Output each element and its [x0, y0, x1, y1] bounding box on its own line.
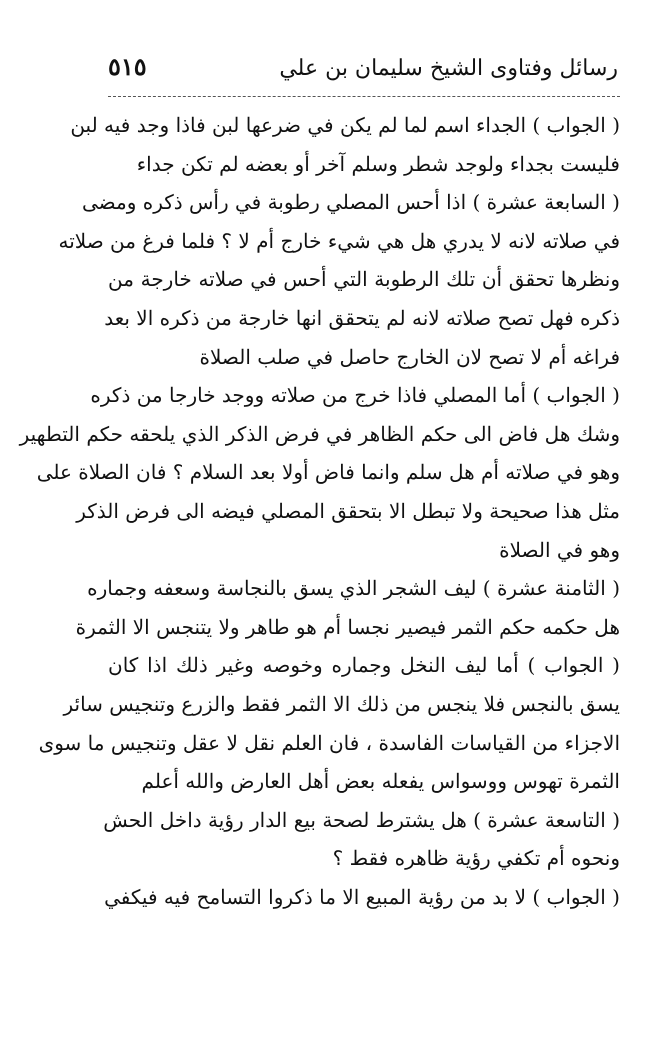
text-line: وهو في صلاته أم هل سلم وانما فاض أولا بعد السلام ؟ فان الصلاة على: [36, 460, 620, 485]
text-line: في صلاته لانه لا يدري هل هي شيء خارج أم لا ؟ فلما فرغ من صلاته: [58, 228, 620, 253]
text-line: ( الجواب ) الجداء اسم لما لم يكن في ضرعها لبن فاذا وجد فيه لبن: [70, 113, 620, 137]
text-line: ( الجواب ) لا بد من رؤية المبيع الا ما ذكروا التسامح فيه فيكفي: [104, 884, 620, 909]
page-header: [108, 52, 618, 96]
page-number: ٥١٥: [108, 52, 147, 81]
text-line: ( الجواب ) أما المصلي فاذا خرج من صلاته ووجد خارجا من ذكره: [90, 383, 620, 408]
text-line: ( السابعة عشرة ) اذا أحس المصلي رطوبة في رأس ذكره ومضى: [81, 190, 620, 215]
header-rule: [108, 96, 620, 97]
text-line: وهو في الصلاة: [499, 537, 620, 562]
text-line: يسق بالنجس فلا ينجس من ذلك الا الثمر فقط والزرع وتنجيس سائر: [63, 691, 620, 716]
text-line: الثمرة تهوس ووسواس يفعله بعض أهل العارض والله أعلم: [141, 769, 620, 794]
text-line: هل حكمه حكم الثمر فيصير نجسا أم هو طاهر ولا يتنجس الا الثمرة: [75, 614, 620, 639]
text-line: ذكره فهل تصح صلاته لانه لم يتحقق انها خارجة من ذكره الا بعد: [104, 305, 620, 330]
text-line: ( الجواب ) أما ليف النخل وجماره وخوصه وغير ذلك اذا كان: [108, 653, 620, 678]
text-line: مثل هذا صحيحة ولا تبطل الا بتحقق المصلي فيضه الى فرض الذكر: [76, 498, 620, 523]
text-line: الاجزاء من القياسات الفاسدة ، فان العلم نقل لا عقل وتنجيس ما سوى: [38, 730, 620, 755]
text-line: فليست بجداء ولوجد شطر وسلم آخر أو بعضه لم تكن جداء: [136, 151, 620, 176]
text-line: فراغه أم لا تصح لان الخارج حاصل في صلب الصلاة: [199, 344, 620, 369]
body-text: [19, 106, 620, 916]
text-line: ( التاسعة عشرة ) هل يشترط لصحة بيع الدار رؤية داخل الحش: [103, 807, 620, 832]
text-line: ونظرها تحقق أن تلك الرطوبة التي أحس في صلاته خارجة من: [108, 267, 620, 292]
running-title: رسائل وفتاوى الشيخ سليمان بن علي: [279, 56, 618, 81]
text-line: ( الثامنة عشرة ) ليف الشجر الذي يسق بالنجاسة وسعفه وجماره: [87, 576, 620, 601]
text-line: ونحوه أم تكفي رؤية ظاهره فقط ؟: [332, 846, 620, 871]
text-line: وشك هل فاض الى حكم الظاهر في فرض الذكر الذي يلحقه حكم التطهير: [19, 421, 620, 446]
